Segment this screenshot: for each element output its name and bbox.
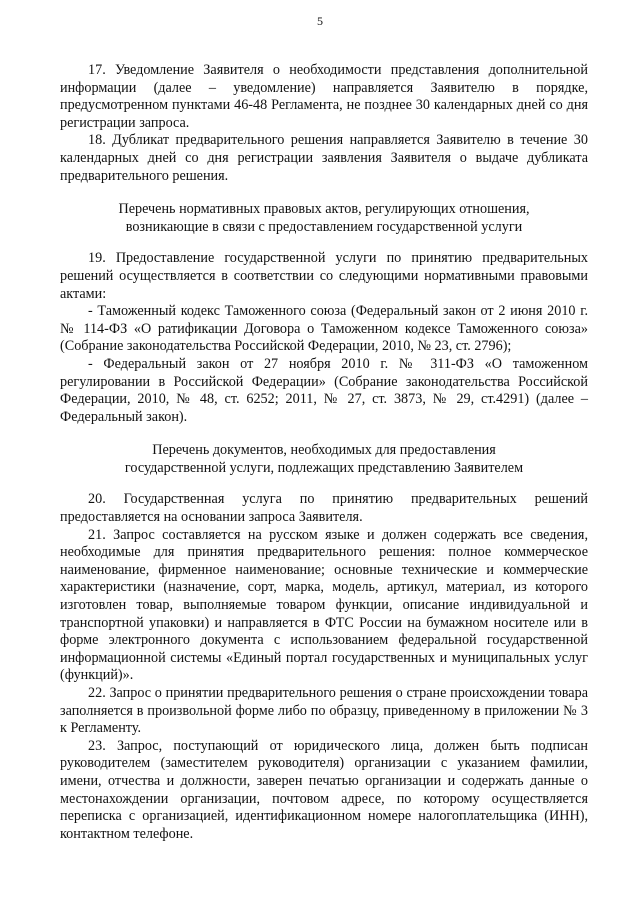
heading-line: возникающие в связи с предоставлением государственной услуги	[125, 218, 523, 235]
paragraph-18: 18. Дубликат предварительного решения направляется Заявителю в течение 30 календарных дней со дня регистрации заявления Заявителя о выдаче дубликата предварительного решения.	[60, 132, 588, 184]
section-heading-documents	[60, 442, 588, 477]
paragraph-20: 20. Государственная услуга по принятию предварительных решений предоставляется на основании запроса Заявителя.	[60, 491, 588, 526]
paragraph-22: 22. Запрос о принятии предварительного решения о стране происхождении товара заполняется в произвольной форме либо по образцу, приведенному в приложении № 3 к Регламенту.	[60, 685, 588, 737]
heading-line: государственной услуги, подлежащих представлению Заявителем	[124, 459, 524, 476]
paragraph-19-item-2: - Федеральный закон от 27 ноября 2010 г. № 311-ФЗ «О таможенном регулировании в Российской Федерации» (Собрание законодательства Российской Федерации, 2010, № 48, ст. 6252; 2011, № 27, ст. 3873, № 29, ст.4291) (далее – Федеральный закон).	[60, 355, 588, 425]
heading-line: Перечень нормативных правовых актов, регулирующих отношения,	[118, 201, 530, 218]
paragraph-19: 19. Предоставление государственной услуги по принятию предварительных решений осуществляется в соответствии со следующими нормативными правовыми актами:	[60, 250, 588, 302]
paragraph-19-item-1: - Таможенный кодекс Таможенного союза (Федеральный закон от 2 июня 2010 г. № 114-ФЗ «О ратификации Договора о Таможенном кодексе Таможенного союза» (Собрание законодательства Российской Федерации, 2010, № 23, ст. 2796);	[60, 303, 588, 355]
paragraph-17: 17. Уведомление Заявителя о необходимости представления дополнительной информации (далее – уведомление) направляется Заявителю в порядке, предусмотренном пунктами 46-48 Регламента, не позднее 30 календарных дней со дня регистрации запроса.	[60, 62, 588, 131]
page-number: 5	[317, 14, 323, 28]
section-heading-legal-acts	[60, 201, 588, 236]
paragraph-21: 21. Запрос составляется на русском языке и должен содержать все сведения, необходимые для принятия предварительного решения: полное коммерческое наименование, фирменное наименование; основные технические и коммерческие характеристики (назначение, сорт, марка, модель, артикул, материал, из которого изготовлен товар, выполняемые товаром функции, описание индивидуальной и транспортной упаковки) и направляется в ФТС России на бумажном носителе или в форме электронного документа с использованием федеральной государственной информационной системы «Единый портал государственных и муниципальных услуг (функций)».	[60, 526, 588, 684]
heading-line: Перечень документов, необходимых для предоставления	[152, 442, 496, 459]
document-body	[60, 62, 588, 843]
paragraph-23: 23. Запрос, поступающий от юридического лица, должен быть подписан руководителем (заместителем руководителя) организации с указанием фамилии, имени, отчества и должности, заверен печатью организации и содержать данные о местонахождении организации, почтовом адресе, по которому осуществляется переписка с организацией, идентификационном номере налогоплательщика (ИНН), контактном телефоне.	[60, 737, 588, 842]
